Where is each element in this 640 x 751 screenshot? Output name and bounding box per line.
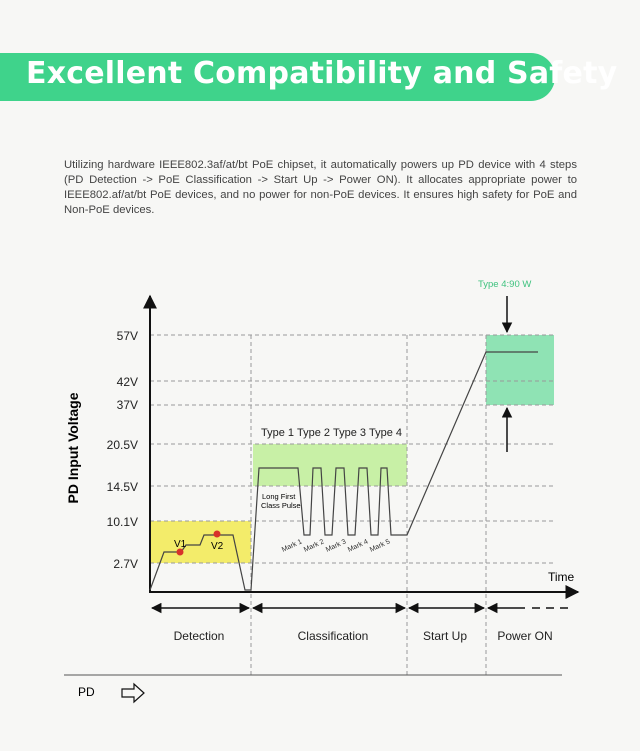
classification-zone: [253, 444, 407, 486]
voltage-label-10-1: 10.1V: [106, 515, 138, 529]
type-labels: [261, 427, 402, 439]
phase-labels: [174, 629, 553, 643]
long-pulse-label-line1: Long First: [262, 492, 296, 501]
arrow-right-icon: [122, 684, 144, 702]
pd-label: PD: [78, 685, 95, 699]
type-1-label: Type 1: [261, 427, 295, 439]
phase-startup-label: Start Up: [422, 629, 468, 643]
y-axis-title: PD Input Voltage: [65, 392, 81, 504]
type-4-label: Type 4: [369, 427, 403, 439]
v1-label: V1: [174, 539, 187, 550]
voltage-label-20-5: 20.5V: [106, 438, 138, 452]
voltage-labels: [107, 329, 138, 571]
type-3-label: Type 3: [333, 427, 367, 439]
mark-1-label: Mark 1: [280, 538, 304, 554]
type-2-label: Type 2: [297, 427, 331, 439]
v2-point: [214, 531, 221, 538]
x-axis-title: Time: [548, 570, 575, 584]
description-text: Utilizing hardware IEEE802.3af/at/bt PoE chipset, it automatically powers up PD device with 4 steps (PD Detection -> PoE Classification -> Start Up -> Power ON). It allocates appropriate power to IEEE802.af/at/bt PoE devices, and no power for non-PoE devices. It ensures high safety for PoE and Non-PoE devices.: [64, 159, 577, 216]
mark-5-label: Mark 5: [368, 538, 392, 554]
voltage-label-2-7: 2.7V: [113, 557, 138, 571]
power-zone: [486, 335, 554, 405]
detection-zone: [150, 521, 251, 563]
page-title: Excellent Compatibility and Safety: [26, 56, 618, 91]
voltage-label-57: 57V: [116, 329, 138, 343]
phase-detection-label: Detection: [173, 629, 225, 643]
phase-classification-label: Classification: [297, 629, 369, 643]
voltage-label-14-5: 14.5V: [106, 480, 138, 494]
type4-power-label: Type 4:90 W: [478, 279, 532, 290]
mark-labels: [281, 538, 391, 553]
voltage-label-42: 42V: [116, 375, 138, 389]
long-pulse-label-line2: Class Pulse: [261, 501, 301, 510]
voltage-label-37: 37V: [116, 398, 138, 412]
mark-2-label: Mark 2: [302, 538, 326, 554]
mark-4-label: Mark 4: [346, 538, 370, 554]
mark-3-label: Mark 3: [324, 538, 348, 554]
phase-poweron-label: Power ON: [497, 629, 553, 643]
v2-label: V2: [211, 541, 224, 552]
